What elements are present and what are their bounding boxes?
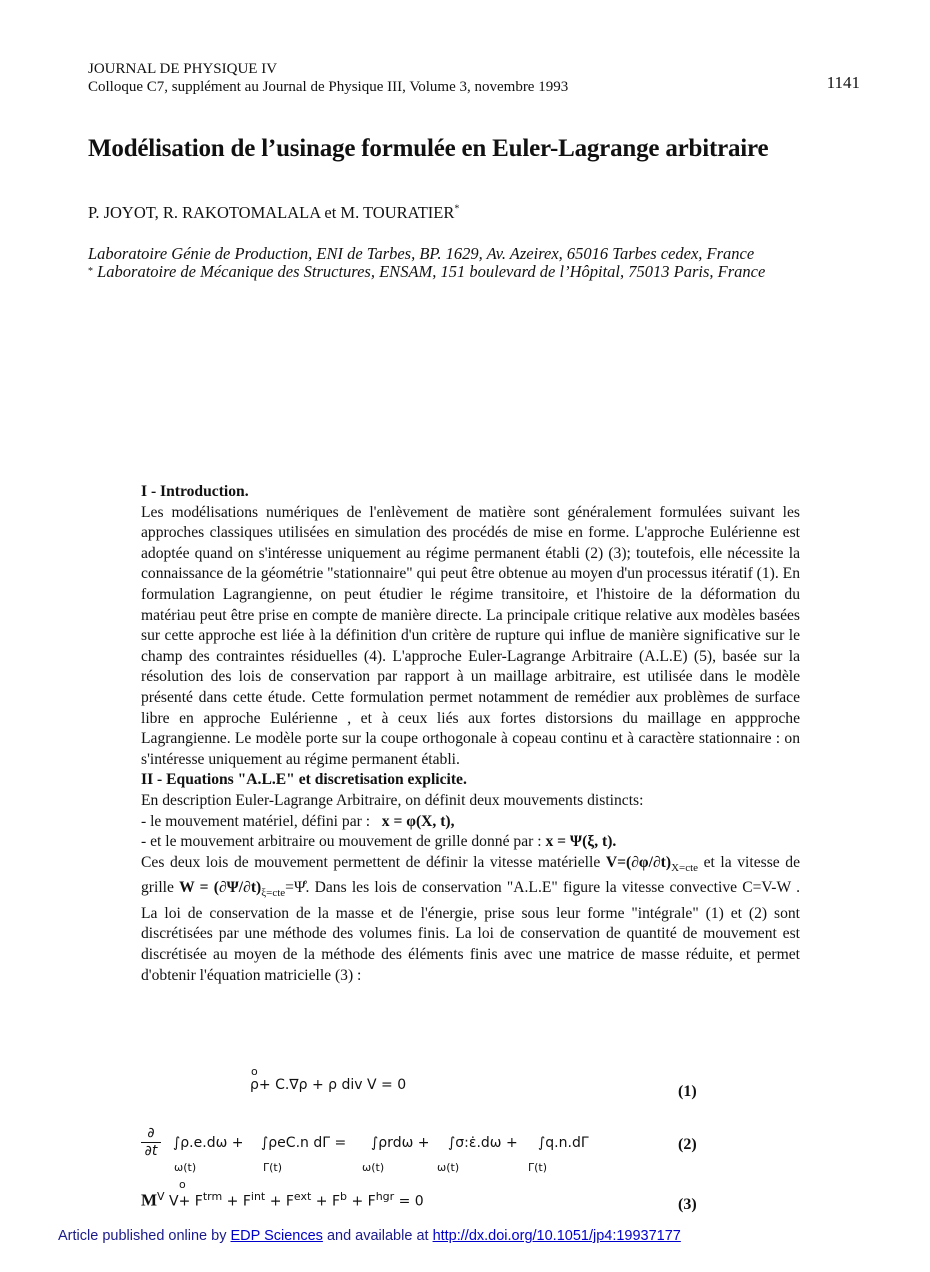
section-1-heading: I - Introduction. — [141, 483, 249, 500]
eq3-part-3: + F — [269, 1193, 294, 1210]
main-body — [141, 482, 800, 986]
eq2-frac-top: ∂ — [141, 1125, 161, 1143]
eq2-domain-4: ω(t) — [437, 1161, 460, 1174]
doi-link[interactable]: http://dx.doi.org/10.1051/jp4:19937177 — [432, 1228, 681, 1244]
equation-3 — [141, 1180, 424, 1211]
eq1-dot-mark: o — [251, 1065, 258, 1078]
colloque-line: Colloque C7, supplément au Journal de Physique III, Volume 3, novembre 1993 — [88, 79, 569, 95]
para-text-1: Ces deux lois de mouvement permettent de définir la vitesse matérielle — [141, 853, 601, 871]
affiliation-mark: * — [88, 266, 93, 277]
eq2-domain-3: ω(t) — [362, 1161, 385, 1174]
grid-motion-line — [141, 832, 800, 853]
journal-header — [88, 60, 568, 96]
eq2-term-3: ∫ρrdω + — [371, 1135, 430, 1151]
eq2-domain-1: ω(t) — [174, 1161, 197, 1174]
grid-velocity-sub: ξ=cte — [261, 887, 286, 900]
eq2-term-2: ∫ρeC.n dΓ = — [261, 1135, 347, 1151]
affiliation-2-line — [88, 263, 765, 281]
publisher-link[interactable]: EDP Sciences — [230, 1228, 323, 1244]
eq2-frac-bottom: ∂t — [144, 1143, 158, 1159]
affiliation-2: Laboratoire de Mécanique des Structures, ENSAM, 151 boulevard de l’Hôpital, 75013 Paris, France — [97, 262, 766, 281]
eq3-sup-hgr: hgr — [375, 1190, 395, 1203]
para-text-2: et la vitesse de grille — [141, 853, 800, 897]
eq3-sup-int: int — [250, 1190, 266, 1203]
equation-2-label: (2) — [678, 1136, 697, 1153]
eq3-sup-b: b — [340, 1190, 347, 1203]
grid-velocity-eq: =Ψ̊. — [285, 879, 310, 897]
material-velocity-sub: X=cte — [671, 861, 699, 874]
material-velocity: V=(∂φ/∂t) — [605, 853, 672, 871]
eq3-part-2: + F — [226, 1193, 251, 1210]
section-2-heading: II - Equations "A.L.E" et discretisation explicite. — [141, 771, 467, 789]
page-number: 1141 — [826, 73, 860, 92]
journal-name: JOURNAL DE PHYSIQUE IV — [88, 61, 278, 77]
section-2-intro: En description Euler-Lagrange Arbitraire, on définit deux mouvements distincts: — [141, 791, 644, 809]
affiliation-1: Laboratoire Génie de Production, ENI de Tarbes, BP. 1629, Av. Azeirex, 65016 Tarbes cedex, France — [88, 244, 755, 263]
material-motion-line — [141, 812, 800, 833]
section-2-paragraph — [141, 853, 800, 987]
eq3-sup-v: V — [157, 1190, 165, 1203]
eq2-term-5: ∫q.n.dΓ — [538, 1135, 589, 1151]
article-title: Modélisation de l’usinage formulée en Euler-Lagrange arbitraire — [88, 135, 769, 162]
eq2-term-1: ∫ρ.e.dω + — [173, 1135, 244, 1151]
footer-prefix: Article published online by — [58, 1228, 227, 1244]
eq3-part-6: = 0 — [398, 1193, 424, 1210]
eq3-part-1: V+ F — [169, 1193, 203, 1210]
equation-1 — [250, 1067, 406, 1093]
publication-footer — [58, 1228, 681, 1244]
material-motion-text: - le mouvement matériel, défini par : — [141, 812, 371, 830]
eq3-part-5: + F — [351, 1193, 376, 1210]
authors — [88, 203, 459, 223]
footer-middle: and available at — [326, 1228, 429, 1244]
eq3-sup-trm: trm — [202, 1190, 223, 1203]
eq2-domain-5: Γ(t) — [528, 1161, 548, 1174]
grid-motion-eq: x = Ψ(ξ, t). — [545, 833, 617, 851]
grid-motion-text: - et le mouvement arbitraire ou mouvement de grille donné par : — [141, 833, 542, 851]
author-names: P. JOYOT, R. RAKOTOMALALA et M. TOURATIER — [88, 203, 455, 222]
eq2-domain-2: Γ(t) — [263, 1161, 283, 1174]
material-motion-eq: x = φ(X, t), — [381, 812, 455, 830]
eq3-dot-mark: o — [179, 1178, 186, 1191]
author-footnote-mark: * — [454, 203, 460, 215]
eq3-body — [141, 1190, 424, 1211]
eq2-fraction — [141, 1125, 161, 1160]
eq2-term-4: ∫σ:ε̇.dω + — [448, 1135, 518, 1151]
eq3-mass-matrix: M — [141, 1190, 158, 1210]
eq3-sup-ext: ext — [293, 1190, 312, 1203]
eq3-part-4: + F — [315, 1193, 341, 1210]
equation-3-label: (3) — [678, 1196, 697, 1213]
para-text-3: Dans les lois de conservation "A.L.E" figure la vitesse convective C=V-W . La loi de conservation de la masse et de l'énergie, prise sous leur forme "intégrale" (1) et (2) sont discrétisées par une méthode des volumes finis. La loi de conservation de quantité de mouvement est discrétisée au moyen de la méthode des éléments finis avec une matrice de masse réduite, et permet d'obtenir l'équation matricielle (3) : — [141, 879, 800, 984]
equation-2 — [141, 1125, 661, 1177]
equation-1-label: (1) — [678, 1083, 697, 1100]
affiliations — [88, 245, 765, 281]
eq1-body: ρ+ C.∇ρ + ρ div V = 0 — [250, 1077, 407, 1093]
section-1-text: Les modélisations numériques de l'enlèvement de matière sont généralement formulées suivant les approches classiques utilisées en simulation des procédés de mise en forme. L'approche Eulérienne est adoptée quand on s'intéresse uniquement au régime permanent établi (2) (3); toutefois, elle nécessite la connaissance de la géométrie "stationnaire" qui peut être obtenue au moyen d'un processus itératif (1). En formulation Lagrangienne, on peut étudier le régime transitoire, et l'histoire de la déformation du matériau peut être prise en compte de manière directe. La principale critique relative aux modèles basées sur cette approche est liée à la définition d'un critère de rupture qui influe de manière significative sur le champ des contraintes résiduelles (4). L'approche Euler-Lagrange Arbitraire (A.L.E) (5), basée sur la résolution des lois de conservation par rapport à un maillage arbitraire, est utilisée dans le modèle présenté dans cette étude. Cette formulation permet notamment de remédier aux problèmes de surface libre en approche Eulérienne , et à ceux liés aux fortes distorsions du maillage en appproche Lagrangienne. Le modèle porte sur la coupe orthogonale à copeau continu et à caractère stationnaire : on s'intéresse uniquement au régime permanent établi. — [141, 503, 800, 768]
grid-velocity: W = (∂Ψ/∂t) — [179, 879, 262, 897]
